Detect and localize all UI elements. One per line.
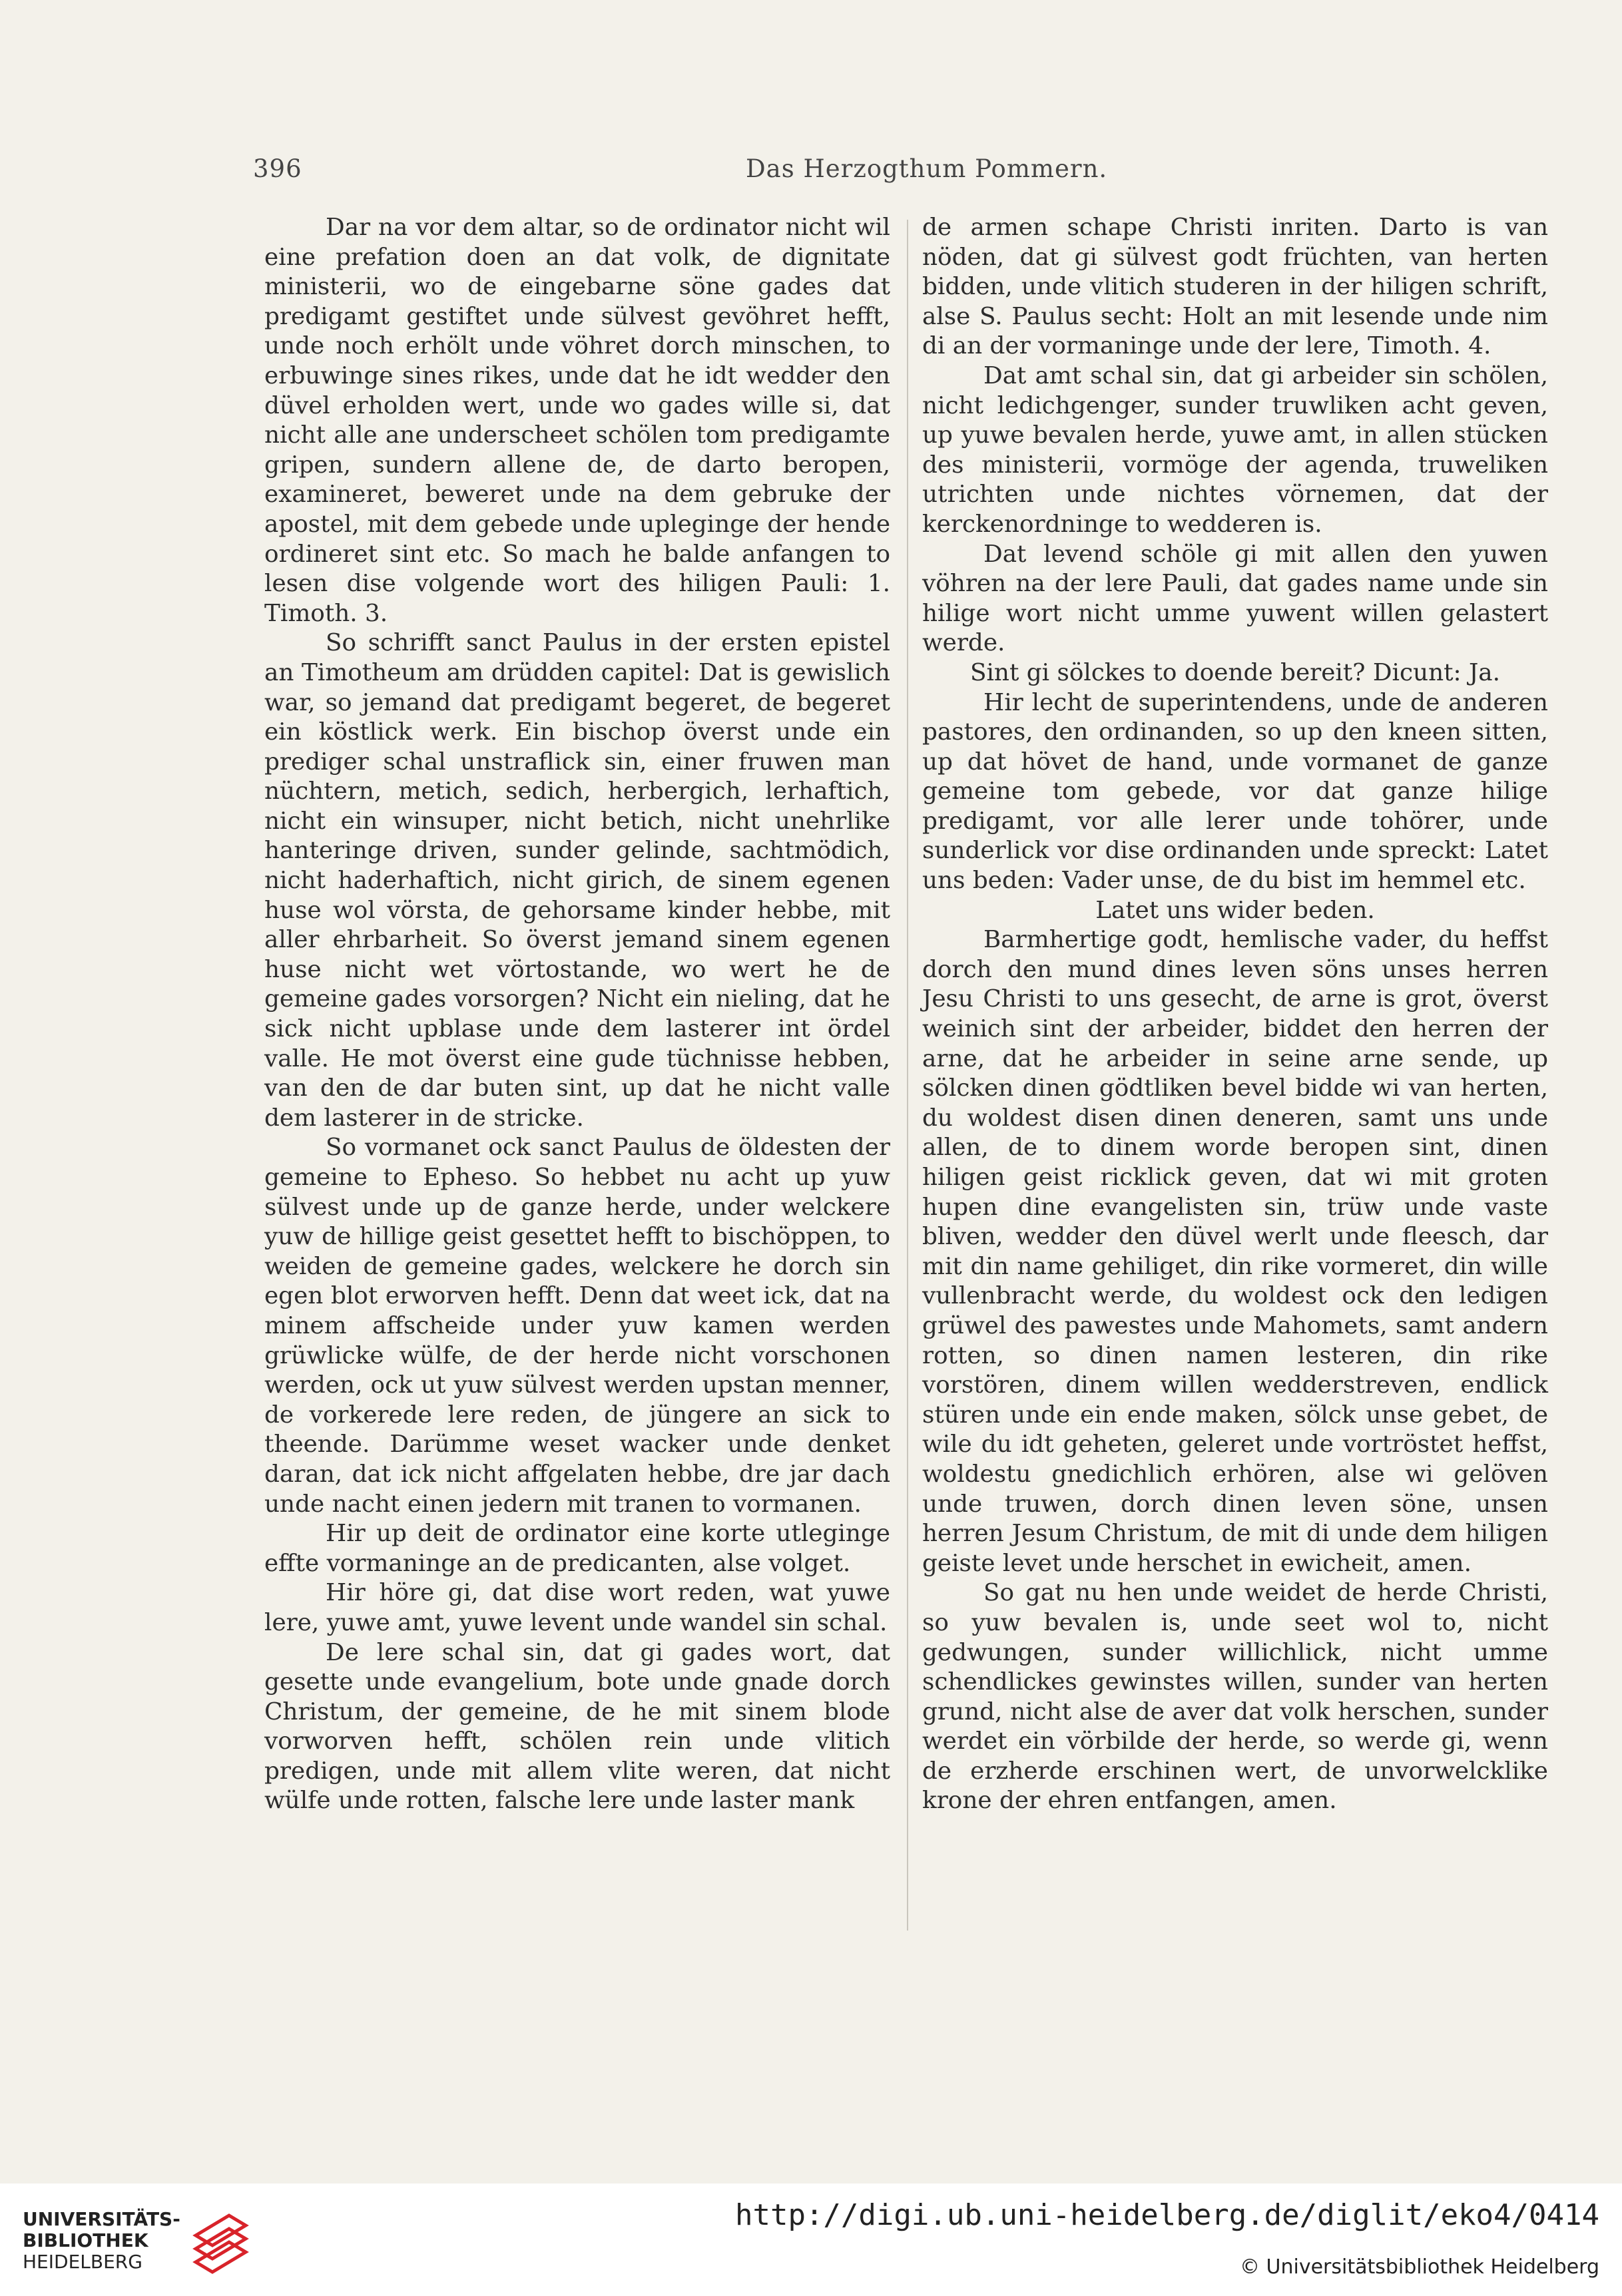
- paragraph: De lere schal sin, dat gi gades wort, dat gesette unde evangelium, bote unde gnade dorch Christum, der gemeine, de he mit sinem blode vorworven hefft, schölen rein unde vlitich predigen, unde mit allem vlite weren, dat nicht wülfe unde rotten, falsche lere unde laster mank: [264, 1638, 890, 1815]
- logo-line-3: HEIDELBERG: [23, 2251, 142, 2273]
- paragraph: So vormanet ock sanct Paulus de öldesten der gemeine to Epheso. So hebbet nu acht up yuw sülvest unde up de ganze herde, under welckere yuw de hillige geist gesettet hefft to bischöppen, to weiden de gemeine gades, welckere he dorch sin egen blot erworven hefft. Denn dat weet ick, dat na minem affscheide under yuw kamen werden grüwlicke wülfe, de der herde nicht vorschonen werden, ock ut yuw sülvest werden upstan menner, de vorkerede lere reden, de jüngere an sick to theende. Darümme weset wacker unde denket daran, dat ick nicht affgelaten hebbe, dre jar dach unde nacht einen jedern mit tranen to vormanen.: [264, 1134, 890, 1518]
- column-divider: [907, 220, 908, 1931]
- footer-bar: [0, 2183, 1622, 2296]
- running-head: [253, 154, 1438, 194]
- paragraph: Latet uns wider beden.: [1095, 896, 1375, 924]
- paragraph: Dat levend schöle gi mit allen den yuwen vöhren na der lere Pauli, dat gades name unde sin hilige wort nicht umme yuwent willen gelastert werde.: [922, 540, 1548, 657]
- paragraph: So gat nu hen unde weidet de herde Christi, so yuw bevalen is, unde seet wol to, nicht gedwungen, sunder willichlick, nicht umme schendlickes gewinstes willen, sunder van herten grund, nicht alse de aver dat volk herschen, sunder werdet ein vörbilde der herde, so werde gi, wenn de erzherde erschinen wert, de unvorwelcklike krone der ehren entfangen, amen.: [922, 1579, 1548, 1815]
- paragraph: So schrifft sanct Paulus in der ersten epistel an Timotheum am drüdden capitel: Dat is gewislich war, so jemand dat predigamt begeret, de begeret ein köstlick werk. Ein bischop överst unde ein prediger schal unstraflick sin, einer fruwen man nüchtern, metich, sedich, herbergich, lerhaftich, nicht ein winsuper, nicht betich, nicht unehrlike hanteringe driven, sunder gelinde, sachtmödich, nicht haderhaftich, nicht girich, de sinem egenen huse wol vörsta, de gehorsame kinder hebbe, mit aller ehrbarheit. So överst jemand sinem egenen huse nicht wet vörtostande, wo wert he de gemeine gades vorsorgen? Nicht ein nieling, dat he sick nicht upblase unde dem lasterer int ördel valle. He mot överst eine gude tüchnisse hebben, van den de dar buten sint, up dat he nicht valle dem lasterer in de stricke.: [264, 629, 890, 1132]
- permalink-url[interactable]: http://digi.ub.uni-heidelberg.de/diglit/eko4/0414: [734, 2198, 1599, 2232]
- running-title: Das Herzogthum Pommern.: [746, 154, 1108, 183]
- copyright-notice: © Universitätsbibliothek Heidelberg: [1239, 2255, 1599, 2279]
- paragraph: Dar na vor dem altar, so de ordinator nicht wil eine prefation doen an dat volk, de dignitate ministerii, wo de eingebarne söne gades dat predigamt gestiftet unde sülvest gevöhret hefft, unde noch erhölt unde vöhret dorch minschen, to erbuwinge sines rikes, unde dat he idt wedder den düvel erholden wert, unde wo gades wille si, dat nicht alle ane underscheet schölen tom predigamte gripen, sundern allene de, de darto beropen, examineret, beweret unde na dem gebruke der apostel, mit dem gebede unde upleginge der hende ordineret sint etc. So mach he balde anfangen to lesen dise volgende wort des hiligen Pauli: 1. Timoth. 3.: [264, 214, 890, 627]
- paragraph: Hir lecht de superintendens, unde de anderen pastores, den ordinanden, so up den kneen sitten, up dat hövet de hand, unde vormanet de ganze gemeine tom gebede, vor dat ganze hilige predigamt, vor alle lerer unde tohörer, unde sunderlick vor dise ordinanden unde spreckt: Latet uns beden: Vader unse, de du bist im hemmel etc.: [922, 688, 1548, 895]
- library-mark-icon: [189, 2209, 249, 2282]
- logo-line-1: UNIVERSITÄTS-: [23, 2208, 180, 2230]
- paragraph: Sint gi sölckes to doende bereit? Dicunt: Ja.: [969, 658, 1501, 686]
- page-number: 396: [253, 154, 302, 183]
- paragraph: de armen schape Christi inriten. Darto is van nöden, dat gi sülvest godt früchten, van herten bidden, unde vlitich studeren in der hiligen schrift, alse S. Paulus secht: Holt an mit lesende unde nim di an der vormaninge unde der lere, Timoth. 4.: [922, 214, 1548, 360]
- library-logo-text: [23, 2209, 180, 2273]
- paragraph: Barmhertige godt, hemlische vader, du heffst dorch den mund dines leven söns unses herren Jesu Christi to uns gesecht, de arne is grot, överst weinich sint der arbeider, biddet den herren der arne, dat he arbeider in seine arne sende, up sölcken dinen gödtliken bevel bidde wi van herten, du woldest disen dinen deneren, samt uns unde allen, de to dinem worde beropen sint, dinen hiligen geist ricklick geven, dat wi mit groten hupen dine evangelisten sin, trüw unde vaste bliven, wedder den düvel werlt unde fleesch, dar mit din name gehiliget, din rike vormeret, din wille vullenbracht werde, du woldest ock den ledigen grüwel des pawestes unde Mahomets, samt andern rotten, so dinen namen lesteren, din rike vorstören, dinem willen wedderstreven, endlick stüren unde ein ende maken, sölck unse gebet, de wile du idt geheten, geleret unde vortröstet heffst, woldestu gnedichlich erhören, alse wi gelöven unde truwen, dorch dinen leven söne, unsen herren Jesum Christum, de mit di unde dem hiligen geiste levet unde herschet in ewicheit, amen.: [922, 926, 1548, 1577]
- right-text-column: [922, 213, 1548, 1816]
- paragraph: Dat amt schal sin, dat gi arbeider sin schölen, nicht ledichgenger, sunder truwliken acht geven, up yuwe bevalen herde, yuwe amt, in allen stücken des ministerii, vormöge der agenda, truweliken utrichten unde nichtes vörnemen, dat der kerckenordninge to wedderen is.: [922, 361, 1548, 538]
- left-text-column: [264, 213, 890, 1816]
- paragraph: Hir höre gi, dat dise wort reden, wat yuwe lere, yuwe amt, yuwe levent unde wandel sin schal.: [264, 1579, 890, 1636]
- logo-line-2: BIBLIOTHEK: [23, 2229, 148, 2251]
- library-logo[interactable]: [23, 2209, 249, 2282]
- paragraph: Hir up deit de ordinator eine korte utleginge effte vormaninge an de predicanten, alse volget.: [264, 1520, 890, 1577]
